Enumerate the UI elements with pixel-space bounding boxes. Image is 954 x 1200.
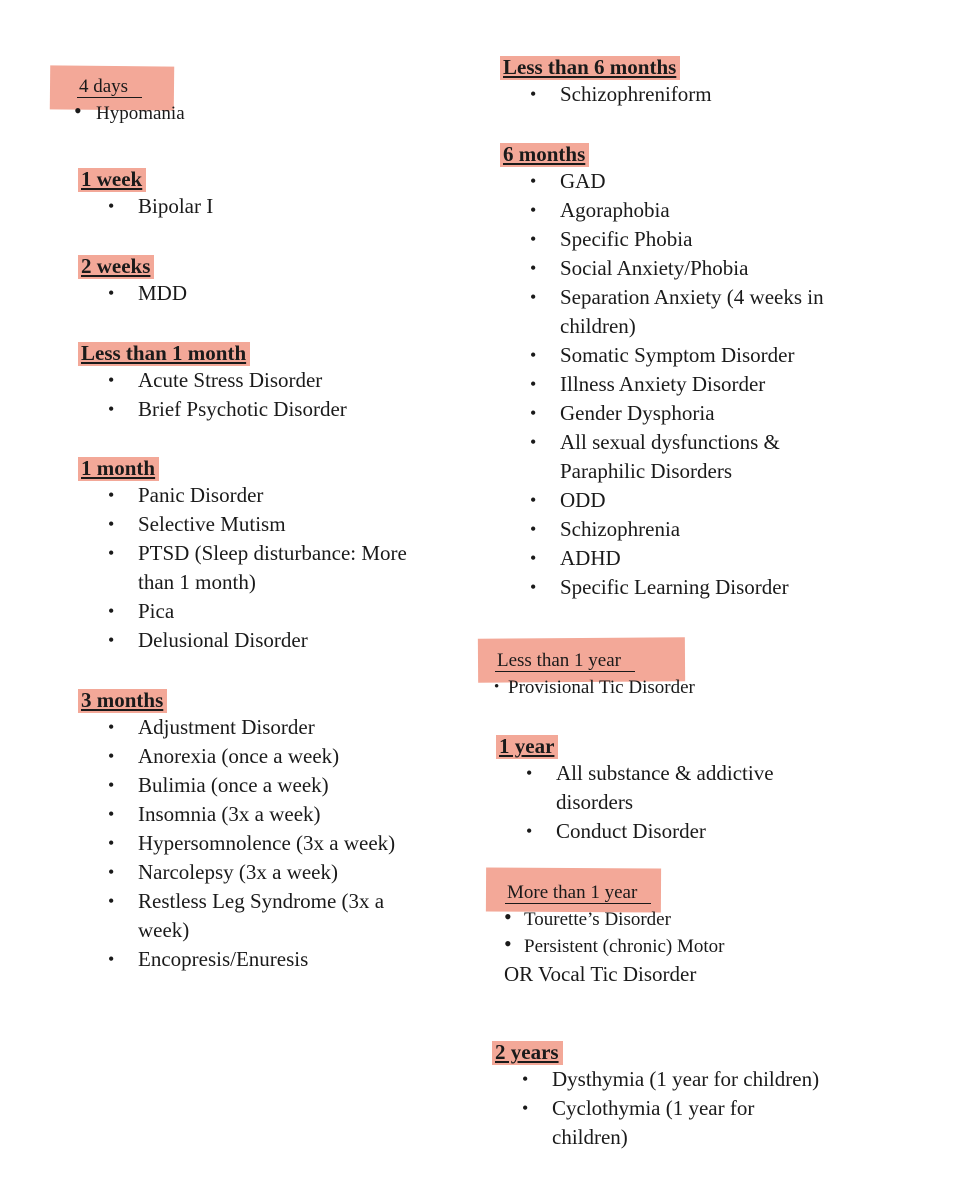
bullet-icon: •	[108, 514, 115, 534]
list-item	[502, 167, 824, 196]
list-item-text: Social Anxiety/Phobia	[560, 256, 749, 280]
list-item	[80, 192, 213, 221]
list-item	[80, 395, 347, 424]
list-1-week	[80, 192, 213, 221]
list-item-text: Narcolepsy (3x a week)	[138, 860, 338, 884]
list-item-text: week)	[138, 918, 190, 942]
list-item	[80, 626, 407, 655]
list-item-text: Delusional Disorder	[138, 628, 308, 652]
section-less-than-1-month	[80, 340, 347, 424]
bullet-icon: •	[108, 196, 115, 216]
list-item-text: Panic Disorder	[138, 483, 264, 507]
bullet-icon: •	[530, 577, 537, 597]
list-item-text: Adjustment Disorder	[138, 715, 315, 739]
section-3-months	[80, 687, 395, 974]
list-less-than-1-month	[80, 366, 347, 424]
list-item	[494, 1065, 819, 1094]
list-item	[502, 196, 824, 225]
list-item-text: Illness Anxiety Disorder	[560, 372, 766, 396]
section-1-month	[80, 455, 407, 655]
list-item	[80, 597, 407, 626]
list-item-text: Somatic Symptom Disorder	[560, 343, 795, 367]
bullet-icon: •	[530, 200, 537, 220]
list-item-text: Encopresis/Enuresis	[138, 947, 309, 971]
list-item-text: Dysthymia (1 year for children)	[552, 1067, 820, 1091]
bullet-icon: •	[74, 98, 82, 123]
list-item	[80, 800, 395, 829]
list-4-days	[74, 100, 185, 127]
list-item	[80, 481, 407, 510]
list-item-text: Conduct Disorder	[556, 819, 706, 843]
list-item	[504, 906, 725, 933]
list-item-text: Cyclothymia (1 year for	[552, 1096, 755, 1120]
list-item-text: Persistent (chronic) Motor	[524, 936, 725, 957]
list-item-text: Bipolar I	[138, 194, 214, 218]
list-item-text: Gender Dysphoria	[560, 401, 715, 425]
list-item	[80, 887, 395, 945]
section-1-year	[498, 733, 774, 846]
list-item	[502, 486, 824, 515]
section-1-week	[80, 166, 213, 221]
list-item	[502, 399, 824, 428]
list-item	[502, 573, 824, 602]
list-item	[502, 370, 824, 399]
list-item	[494, 674, 695, 701]
bullet-icon: •	[530, 171, 537, 191]
bullet-icon: •	[530, 287, 537, 307]
heading-3-months: 3 months	[80, 687, 165, 713]
list-item	[80, 279, 187, 308]
list-item	[502, 341, 824, 370]
list-item-text: GAD	[560, 169, 606, 193]
list-item	[504, 933, 725, 960]
section-less-than-1-year	[494, 648, 695, 701]
list-item-text: All sexual dysfunctions &	[560, 430, 780, 454]
list-item	[494, 1094, 819, 1152]
list-item-text: Schizophrenia	[560, 517, 681, 541]
bullet-icon: •	[108, 862, 115, 882]
list-item-text: disorders	[556, 790, 633, 814]
list-item-text: Tourette’s Disorder	[524, 909, 671, 930]
list-item	[80, 945, 395, 974]
bullet-icon: •	[530, 490, 537, 510]
list-item	[80, 366, 347, 395]
bullet-icon: •	[530, 432, 537, 452]
list-item	[80, 510, 407, 539]
list-item-text: Schizophreniform	[560, 82, 712, 106]
list-item	[502, 254, 824, 283]
list-item	[80, 539, 407, 597]
bullet-icon: •	[504, 904, 512, 929]
heading-1-year: 1 year	[498, 733, 556, 759]
list-item	[80, 742, 395, 771]
bullet-icon: •	[530, 519, 537, 539]
list-item	[80, 713, 395, 742]
heading-2-years: 2 years	[494, 1039, 561, 1065]
list-item-text: Anorexia (once a week)	[138, 744, 340, 768]
bullet-icon: •	[108, 949, 115, 969]
list-item-text: Hypomania	[96, 103, 185, 124]
bullet-icon: •	[108, 370, 115, 390]
list-item-text: than 1 month)	[138, 570, 256, 594]
list-item-text: ADHD	[560, 546, 621, 570]
section-less-than-6-months	[502, 54, 712, 109]
bullet-icon: •	[108, 717, 115, 737]
bullet-icon: •	[530, 345, 537, 365]
list-item-text: Specific Phobia	[560, 227, 693, 251]
list-2-years	[494, 1065, 819, 1152]
list-item-text: Paraphilic Disorders	[560, 459, 733, 483]
bullet-icon: •	[522, 1098, 529, 1118]
list-6-months	[502, 167, 824, 602]
list-item-text: Insomnia (3x a week)	[138, 802, 321, 826]
heading-less-than-6-months: Less than 6 months	[502, 54, 678, 80]
bullet-icon: •	[530, 403, 537, 423]
section-2-years	[494, 1039, 819, 1152]
list-item	[502, 225, 824, 254]
list-item-text: Bulimia (once a week)	[138, 773, 329, 797]
list-item	[502, 428, 824, 486]
bullet-icon: •	[530, 84, 537, 104]
list-item	[498, 817, 774, 846]
heading-2-weeks: 2 weeks	[80, 253, 152, 279]
list-2-weeks	[80, 279, 187, 308]
list-less-than-1-year	[494, 674, 695, 701]
list-item-text: Selective Mutism	[138, 512, 286, 536]
heading-4-days: 4 days	[76, 74, 144, 100]
list-item	[502, 80, 712, 109]
bullet-icon: •	[108, 746, 115, 766]
list-3-months	[80, 713, 395, 974]
list-item	[74, 100, 185, 127]
list-more-than-1-year	[504, 906, 725, 960]
bullet-icon: •	[530, 229, 537, 249]
bullet-icon: •	[526, 763, 533, 783]
bullet-icon: •	[108, 833, 115, 853]
bullet-icon: •	[504, 931, 512, 956]
list-item	[80, 771, 395, 800]
heading-1-week: 1 week	[80, 166, 144, 192]
list-less-than-6-months	[502, 80, 712, 109]
bullet-icon: •	[530, 548, 537, 568]
list-item-text: Provisional Tic Disorder	[508, 677, 695, 698]
heading-more-than-1-year: More than 1 year	[504, 880, 653, 906]
bullet-icon: •	[494, 679, 500, 695]
list-item	[502, 283, 824, 341]
heading-6-months: 6 months	[502, 141, 587, 167]
list-item-text: Specific Learning Disorder	[560, 575, 789, 599]
continuation-text: OR Vocal Tic Disorder	[504, 962, 697, 986]
bullet-icon: •	[108, 601, 115, 621]
bullet-icon: •	[108, 775, 115, 795]
list-item-text: children)	[552, 1125, 628, 1149]
bullet-icon: •	[530, 258, 537, 278]
list-item	[502, 544, 824, 573]
bullet-icon: •	[108, 283, 115, 303]
list-item-text: Brief Psychotic Disorder	[138, 397, 347, 421]
bullet-icon: •	[526, 821, 533, 841]
list-1-month	[80, 481, 407, 655]
bullet-icon: •	[108, 630, 115, 650]
list-1-year	[498, 759, 774, 846]
list-item-text: Hypersomnolence (3x a week)	[138, 831, 396, 855]
heading-less-than-1-month: Less than 1 month	[80, 340, 248, 366]
list-item-text: Acute Stress Disorder	[138, 368, 323, 392]
list-item-text: PTSD (Sleep disturbance: More	[138, 541, 407, 565]
list-item-text: ODD	[560, 488, 606, 512]
bullet-icon: •	[108, 399, 115, 419]
section-more-than-1-year	[504, 880, 725, 989]
bullet-icon: •	[108, 543, 115, 563]
bullet-icon: •	[108, 485, 115, 505]
section-6-months	[502, 141, 824, 602]
list-item-text: Agoraphobia	[560, 198, 670, 222]
bullet-icon: •	[530, 374, 537, 394]
list-item-text: children)	[560, 314, 636, 338]
list-item	[80, 858, 395, 887]
list-item	[80, 829, 395, 858]
heading-less-than-1-year: Less than 1 year	[494, 648, 637, 674]
list-item	[498, 759, 774, 817]
section-2-weeks	[80, 253, 187, 308]
list-item-text: All substance & addictive	[556, 761, 774, 785]
list-item	[502, 515, 824, 544]
heading-1-month: 1 month	[80, 455, 157, 481]
bullet-icon: •	[522, 1069, 529, 1089]
bullet-icon: •	[108, 804, 115, 824]
list-item-text: MDD	[138, 281, 188, 305]
list-item-text: Restless Leg Syndrome (3x a	[138, 889, 385, 913]
list-item-text: Separation Anxiety (4 weeks in	[560, 285, 824, 309]
section-4-days	[74, 74, 185, 127]
list-item-text: Pica	[138, 599, 175, 623]
bullet-icon: •	[108, 891, 115, 911]
